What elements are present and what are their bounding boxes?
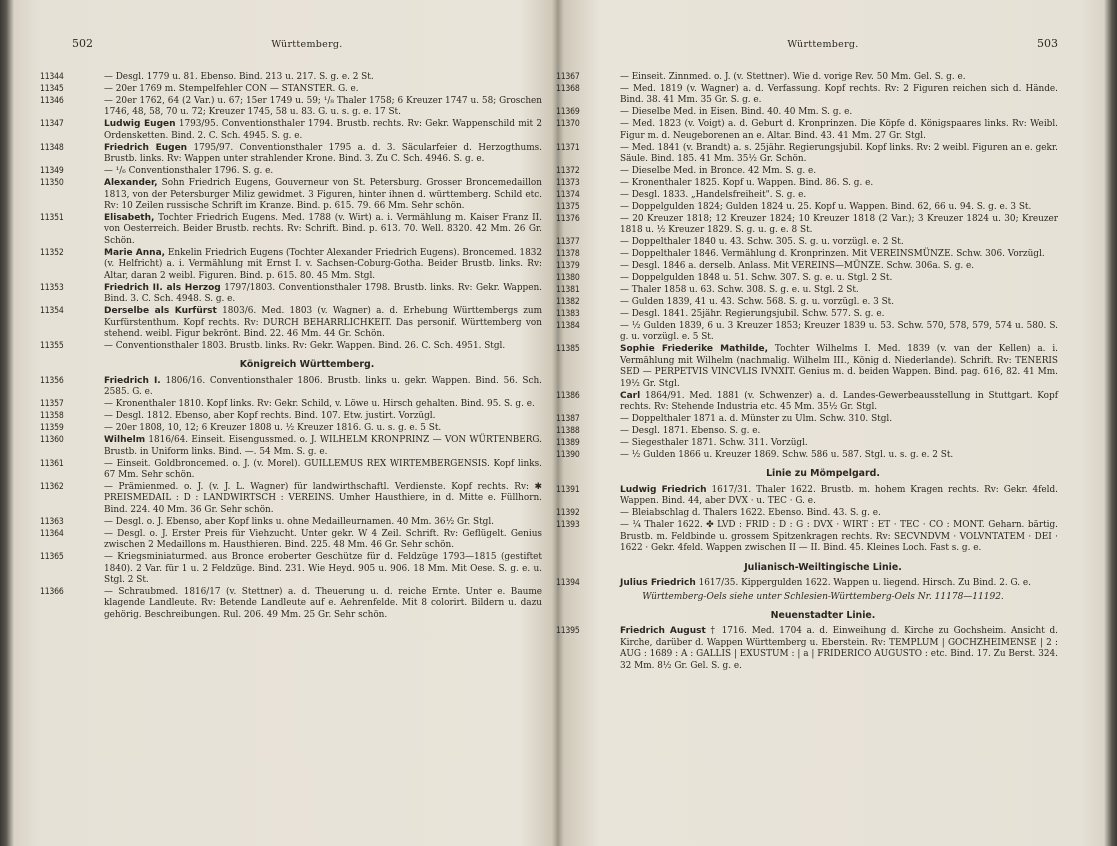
lot-number: 11360 bbox=[40, 435, 64, 446]
catalog-entry bbox=[40, 516, 542, 528]
catalog-entry bbox=[556, 201, 1058, 213]
lot-number: 11377 bbox=[556, 237, 580, 248]
catalog-entry bbox=[40, 435, 542, 458]
lot-number: 11387 bbox=[556, 414, 580, 425]
lot-number: 11391 bbox=[556, 484, 580, 495]
lot-number: 11347 bbox=[40, 119, 64, 130]
entry-description: — ¹/₆ Conventionsthaler 1796. S. g. e. bbox=[104, 166, 274, 177]
lot-number: 11344 bbox=[40, 72, 64, 82]
entry-description: — ½ Gulden 1839, 6 u. 3 Kreuzer 1853; Kreuzer 1839 u. 53. Schw. 570, 578, 579, 574 u. 580. S. g. u. vorzügl. e. 5 St. bbox=[620, 321, 1058, 343]
catalog-entry bbox=[556, 213, 1058, 237]
lot-number: 11373 bbox=[556, 178, 580, 189]
entry-description: — Desgl. 1779 u. 81. Ebenso. Bind. 213 u. 217. S. g. e. 2 St. bbox=[104, 72, 374, 82]
lot-number: 11355 bbox=[40, 340, 64, 351]
lot-number: 11372 bbox=[556, 166, 580, 177]
lot-number: 11362 bbox=[40, 481, 64, 492]
ruler-name: Sophie Friederike Mathilde, bbox=[620, 344, 769, 355]
catalog-entry bbox=[556, 309, 1058, 320]
ruler-name: Friedrich Eugen bbox=[104, 142, 188, 153]
lot-number: 11384 bbox=[556, 321, 580, 332]
entry-description: — Einseit. Zinnmed. o. J. (v. Stettner). Wie d. vorige Rev. 50 Mm. Gel. S. g. e. bbox=[620, 72, 966, 82]
cross-reference-note: Württemberg-Oels siehe unter Schlesien-Württemberg-Oels Nr. 11178—11192. bbox=[642, 591, 1004, 602]
catalog-entry bbox=[40, 178, 542, 212]
entry-description: — Desgl. 1812. Ebenso, aber Kopf rechts. Bind. 107. Etw. justirt. Vorzügl. bbox=[104, 411, 436, 422]
catalog-entry bbox=[556, 626, 1058, 672]
lot-number: 11382 bbox=[556, 297, 580, 308]
entry-description: — Prämienmed. o. J. (v. J. L. Wagner) für landwirthschaftl. Verdienste. Kopf rechts. Rv: ✱ PREISMEDAIL : D : LANDWIRTSCH : VEREINS. Umher Hausthiere, in d. Mitte e. Füllhorn. Bind. 224. 40 Mm. 36 Gr. Sehr schön. bbox=[104, 481, 542, 515]
ruler-name: Derselbe als Kurfürst bbox=[104, 306, 217, 317]
entry-description: — Med. 1819 (v. Wagner) a. d. Verfassung. Kopf rechts. Rv: 2 Figuren reichen sich d. Hände. Bind. 38. 41 Mm. 35 Gr. S. g. e. bbox=[620, 83, 1058, 106]
lot-number: 11346 bbox=[40, 95, 64, 106]
lot-number: 11369 bbox=[556, 107, 580, 118]
entry-description: — ¼ Thaler 1622. ✤ LVD : FRID : D : G : DVX · WIRT : ET · TEC · CO : MONT. Geharn. bärtig. Brustb. m. Feldbinde u. grossem Spitzenkragen rechts. Rv: SECVNDVM · VOLVNTATEM · DEI · 1622 · Gekr. 4feld. Wappen zwischen II — II. Bind. 45. Kleines Loch. Fast s. g. e. bbox=[620, 520, 1058, 554]
catalog-entry bbox=[556, 484, 1058, 508]
lot-number: 11352 bbox=[40, 247, 64, 258]
entry-description: — Desgl. 1871. Ebenso. S. g. e. bbox=[620, 426, 761, 437]
ruler-name: Carl bbox=[620, 390, 641, 401]
entry-description: 1617/31. Thaler 1622. Brustb. m. hohem Kragen rechts. Rv: Gekr. 4feld. Wappen. Bind. 44, aber DVX · u. TEC · G. e. bbox=[620, 484, 1058, 507]
entry-description: 1797/1803. Conventionsthaler 1798. Brustb. links. Rv: Gekr. Wappen. Bind. 3. C. Sch. 4948. S. g. e. bbox=[104, 282, 542, 305]
catalog-entry bbox=[40, 166, 542, 177]
entry-description: — 20 Kreuzer 1818; 12 Kreuzer 1824; 10 Kreuzer 1818 (2 Var.); 3 Kreuzer 1824 u. 30; Kreuzer 1818 u. ½ Kreuzer 1829. S. g. u. g. e. 8 St. bbox=[620, 213, 1058, 236]
ruler-name: Friedrich I. bbox=[104, 375, 161, 386]
running-head: Württemberg. bbox=[787, 39, 859, 50]
entry-description: — Desgl. 1846 a. derselb. Anlass. Mit VEREINS—MÜNZE. Schw. 306a. S. g. e. bbox=[620, 261, 975, 272]
ruler-name: Marie Anna, bbox=[104, 247, 166, 258]
catalog-entry bbox=[556, 237, 1058, 248]
entry-description: — Desgl. o. J. Ebenso, aber Kopf links u. ohne Medailleurnamen. 40 Mm. 36½ Gr. Stgl. bbox=[104, 516, 494, 527]
lot-number: 11394 bbox=[556, 578, 580, 589]
catalog-entry bbox=[40, 340, 542, 352]
catalog-entry bbox=[40, 212, 542, 247]
catalog-entry bbox=[556, 414, 1058, 425]
lot-number: 11368 bbox=[556, 83, 580, 94]
catalog-entry bbox=[556, 508, 1058, 519]
catalog-entry bbox=[556, 426, 1058, 437]
entry-description: — 20er 1762, 64 (2 Var.) u. 67; 15er 1749 u. 59; ¹/₈ Thaler 1758; 6 Kreuzer 1747 u. 58; Groschen 1746, 48, 58, 70 u. 72; Kreuzer 1745, 58 u. 83. G. u. s. g. e. 17 St. bbox=[104, 95, 542, 118]
entry-description: — Doppelthaler 1871 a. d. Münster zu Ulm. Schw. 310. Stgl. bbox=[620, 414, 893, 425]
entry-description: 1806/16. Conventionsthaler 1806. Brustb. links u. gekr. Wappen. Bind. 56. Sch. 2585. G. e. bbox=[104, 375, 542, 398]
catalog-entry bbox=[556, 321, 1058, 344]
entry-description: — Desgl. o. J. Erster Preis für Viehzucht. Unter gekr. W 4 Zeil. Schrift. Rv: Geflügelt. Genius zwischen 2 Medaillons m. Hausthieren. Bind. 225. 48 Mm. 46 Gr. Sehr schön. bbox=[104, 528, 542, 551]
catalog-entry bbox=[40, 119, 542, 142]
lot-number: 11361 bbox=[40, 458, 64, 469]
lot-number: 11383 bbox=[556, 309, 580, 320]
entry-description: 1793/95. Conventionsthaler 1794. Brustb. rechts. Rv: Gekr. Wappenschild mit 2 Ordensketten. Bind. 2. C. Sch. 4945. S. g. e. bbox=[104, 119, 542, 141]
ruler-name: Elisabeth, bbox=[104, 212, 155, 223]
entry-description: — ½ Gulden 1866 u. Kreuzer 1869. Schw. 586 u. 587. Stgl. u. s. g. e. 2 St. bbox=[620, 450, 954, 460]
entry-description: — Siegesthaler 1871. Schw. 311. Vorzügl. bbox=[620, 438, 808, 449]
lot-number: 11388 bbox=[556, 426, 580, 437]
catalog-entry bbox=[556, 72, 1058, 83]
entry-description: — Doppelgulden 1848 u. 51. Schw. 307. S. g. e. u. Stgl. 2 St. bbox=[620, 273, 893, 284]
catalog-entry bbox=[556, 450, 1058, 461]
catalog-entry bbox=[40, 282, 542, 306]
lot-number: 11358 bbox=[40, 411, 64, 422]
ruler-name: Friedrich August bbox=[620, 626, 706, 637]
lot-number: 11376 bbox=[556, 213, 580, 224]
right-page-header bbox=[588, 38, 1058, 56]
entry-description: 1795/97. Conventionsthaler 1795 a. d. 3. Säcularfeier d. Herzogthums. Brustb. links. Rv: Wappen unter strahlender Krone. Bind. 3. Zu C. Sch. 4946. S. g. e. bbox=[104, 142, 542, 165]
left-page-content bbox=[40, 72, 543, 621]
lot-number: 11351 bbox=[40, 212, 64, 223]
entry-description: — Doppelthaler 1846. Vermählung d. Kronprinzen. Mit VEREINSMÜNZE. Schw. 306. Vorzügl. bbox=[620, 249, 1045, 260]
lot-number: 11357 bbox=[40, 399, 64, 410]
right-page bbox=[556, 28, 1058, 838]
lot-number: 11353 bbox=[40, 282, 64, 293]
lot-number: 11379 bbox=[556, 261, 580, 272]
lot-number: 11393 bbox=[556, 520, 580, 531]
section-heading: Julianisch-Weiltingische Linie. bbox=[744, 561, 902, 573]
entry-description: — Dieselbe Med. in Eisen. Bind. 40. 40 Mm. S. g. e. bbox=[620, 107, 853, 118]
catalog-entry bbox=[556, 178, 1058, 189]
lot-number: 11395 bbox=[556, 626, 580, 637]
entry-description: — Gulden 1839, 41 u. 43. Schw. 568. S. g. u. vorzügl. e. 3 St. bbox=[620, 297, 895, 308]
catalog-entry bbox=[556, 520, 1058, 554]
catalog-entry bbox=[40, 411, 542, 422]
lot-number: 11381 bbox=[556, 285, 580, 296]
lot-number: 11363 bbox=[40, 516, 64, 527]
catalog-entry bbox=[40, 247, 543, 282]
lot-number: 11390 bbox=[556, 450, 580, 460]
catalog-entry bbox=[556, 190, 1058, 201]
entry-description: — Kronenthaler 1810. Kopf links. Rv: Gekr. Schild, v. Löwe u. Hirsch gehalten. Bind. 95. S. g. e. bbox=[104, 399, 535, 410]
lot-number: 11367 bbox=[556, 72, 580, 82]
lot-number: 11366 bbox=[40, 586, 64, 597]
entry-description: — Thaler 1858 u. 63. Schw. 308. S. g. e. u. Stgl. 2 St. bbox=[620, 285, 859, 296]
catalog-entry bbox=[40, 83, 542, 95]
lot-number: 11354 bbox=[40, 306, 64, 317]
entry-description: 1816/64. Einseit. Eisengussmed. o. J. WILHELM KRONPRINZ — VON WÜRTENBERG. Brustb. in Uniform links. Bind. —. 54 Mm. S. g. e. bbox=[104, 435, 542, 457]
entry-description: — Med. 1823 (v. Voigt) a. d. Geburt d. Kronprinzen. Die Köpfe d. Königspaares links. Rv: Weibl. Figur m. d. Neugeborenen an e. Altar. Bind. 43. 41 Mm. 27 Gr. Stgl. bbox=[620, 119, 1058, 141]
entry-description: — 20er 1808, 10, 12; 6 Kreuzer 1808 u. ½ Kreuzer 1816. G. u. s. g. e. 5 St. bbox=[104, 423, 442, 434]
entry-description: 1803/6. Med. 1803 (v. Wagner) a. d. Erhebung Württembergs zum Kurfürstenthum. Kopf rechts. Rv: DURCH BEHARRLICHKEIT. Das personif. Württemberg von stehend. weibl. Figur bekrönt. Bind. 22. 46 Mm. 44 Gr. Schön. bbox=[104, 306, 542, 339]
entry-description: Sohn Friedrich Eugens, Gouverneur von St. Petersburg. Grosser Broncemedaillon 1813, von der Petersburger Miliz gewidmet. 3 Figuren, hinter ihnen d. württemberg. Schild etc. Rv: 10 Zeilen russische Schrift im Kranze. Bind. p. 615. 79. 66 Mm. Sehr schön. bbox=[104, 178, 542, 211]
catalog-entry bbox=[556, 578, 1058, 589]
lot-number: 11349 bbox=[40, 166, 64, 177]
catalog-entry bbox=[40, 552, 542, 586]
catalog-entry bbox=[556, 344, 1058, 390]
lot-number: 11350 bbox=[40, 178, 64, 189]
lot-number: 11385 bbox=[556, 344, 580, 355]
catalog-entry bbox=[556, 285, 1058, 296]
entry-description: — Dieselbe Med. in Bronce. 42 Mm. S. g. e. bbox=[620, 166, 817, 177]
catalog-entry bbox=[40, 399, 542, 410]
left-page-header bbox=[72, 38, 542, 56]
entry-description: — Desgl. 1833. „Handelsfreiheit". S. g. e. bbox=[620, 190, 807, 201]
lot-number: 11375 bbox=[556, 201, 580, 212]
catalog-entry bbox=[40, 586, 542, 621]
catalog-entry bbox=[40, 142, 542, 166]
catalog-entry bbox=[40, 481, 542, 516]
entry-description: — Doppelthaler 1840 u. 43. Schw. 305. S. g. u. vorzügl. e. 2 St. bbox=[620, 237, 904, 248]
entry-description: — Doppelgulden 1824; Gulden 1824 u. 25. Kopf u. Wappen. Bind. 62, 66 u. 94. S. g. e. 3 St. bbox=[620, 201, 1032, 212]
lot-number: 11365 bbox=[40, 552, 64, 563]
right-page-content bbox=[556, 72, 1058, 672]
entry-description: — Med. 1841 (v. Brandt) a. s. 25jähr. Regierungsjubil. Kopf links. Rv: 2 weibl. Figuren an e. gekr. Säule. Bind. 185. 41 Mm. 35½ Gr. Schön. bbox=[620, 142, 1058, 165]
entry-description: 1864/91. Med. 1881 (v. Schwenzer) a. d. Landes-Gewerbeausstellung in Stuttgart. Kopf rechts. Rv: Stehende Industria etc. 45 Mm. 35½ Gr. Stgl. bbox=[620, 390, 1058, 413]
lot-number: 11378 bbox=[556, 249, 580, 260]
section-heading: Neuenstadter Linie. bbox=[770, 609, 876, 621]
entry-description: — Kriegsminiaturmed. aus Bronce eroberter Geschütze für d. Feldzüge 1793—1815 (gestiftet 1840). 2 Var. für 1 u. 2 Feldzüge. Bind. 231. Wie Heyd. 905 u. 906. 18 Mm. Mit Oese. S. g. e. u. Stgl. 2 St. bbox=[104, 552, 542, 586]
lot-number: 11348 bbox=[40, 142, 64, 153]
page-number: 502 bbox=[72, 37, 93, 50]
catalog-entry bbox=[556, 438, 1058, 449]
catalog-entry bbox=[40, 375, 542, 399]
catalog-entry bbox=[556, 107, 1058, 118]
entry-description: 1617/35. Kippergulden 1622. Wappen u. liegend. Hirsch. Zu Bind. 2. G. e. bbox=[698, 578, 1031, 589]
lot-number: 11374 bbox=[556, 190, 580, 201]
catalog-entry bbox=[40, 458, 542, 482]
catalog-entry bbox=[556, 119, 1058, 142]
entry-description: — Desgl. 1841. 25jähr. Regierungsjubil. Schw. 577. S. g. e. bbox=[620, 309, 885, 320]
ruler-name: Ludwig Eugen bbox=[104, 119, 176, 130]
page-number: 503 bbox=[1037, 37, 1058, 50]
entry-description: — Schraubmed. 1816/17 (v. Stettner) a. d. Theuerung u. d. reiche Ernte. Unter e. Baume klagende Landleute. Rv: Betende Landleute auf e. Aehrenfelde. Mit 8 colorirt. Bildern u. dazu gehörig. Beschreibungen. Rul. 206. 49 Mm. 25 Gr. Sehr schön. bbox=[104, 586, 542, 620]
lot-number: 11371 bbox=[556, 142, 580, 153]
catalog-entry bbox=[556, 249, 1058, 260]
left-page bbox=[40, 28, 543, 838]
ruler-name: Julius Friedrich bbox=[620, 578, 696, 589]
entry-description: † 1716. Med. 1704 a. d. Einweihung d. Kirche zu Gochsheim. Ansicht d. Kirche, darüber d. Wappen Württemberg u. Eberstein. Rv: TEMPLUM | GOCHZHEIMENSE | 2 : AUG : 1689 : A : GALLIS | EXUSTUM : | a | FRIDERICO AUGUSTO : etc. Bind. 17. Zu Berst. 324. 32 Mm. 8½ Gr. Gel. S. g. e. bbox=[620, 626, 1058, 671]
lot-number: 11356 bbox=[40, 375, 64, 386]
catalog-entry bbox=[556, 273, 1058, 284]
entry-description: — 20er 1769 m. Stempelfehler CON — STANSTER. G. e. bbox=[104, 83, 359, 94]
entry-description: Tochter Friedrich Eugens. Med. 1788 (v. Wirt) a. i. Vermählung m. Kaiser Franz II. von Oesterreich. Beider Brustb. rechts. Rv: Schrift. Bind. p. 613. 70. Well. 8320. 42 Mm. 26 Gr. Schön. bbox=[104, 212, 542, 246]
lot-number: 11359 bbox=[40, 423, 64, 434]
catalog-entry bbox=[556, 142, 1058, 166]
entry-description: — Einseit. Goldbroncemed. o. J. (v. Morel). GUILLEMUS REX WIRTEMBERGENSIS. Kopf links. 67 Mm. Sehr schön. bbox=[104, 458, 542, 480]
section-heading: Königreich Württemberg. bbox=[239, 359, 375, 371]
catalog-entry bbox=[40, 306, 542, 340]
catalog-entry bbox=[556, 83, 1058, 107]
ruler-name: Ludwig Friedrich bbox=[620, 484, 707, 495]
catalog-entry bbox=[40, 95, 542, 119]
entry-description: — Conventionsthaler 1803. Brustb. links. Rv: Gekr. Wappen. Bind. 26. C. Sch. 4951. Stgl. bbox=[104, 340, 506, 351]
running-head: Württemberg. bbox=[271, 39, 343, 50]
section-heading: Linie zu Mömpelgard. bbox=[766, 468, 880, 480]
ruler-name: Friedrich II. als Herzog bbox=[104, 282, 221, 293]
ruler-name: Alexander, bbox=[104, 178, 158, 189]
lot-number: 11345 bbox=[40, 83, 64, 94]
lot-number: 11370 bbox=[556, 119, 580, 130]
lot-number: 11389 bbox=[556, 438, 580, 449]
lot-number: 11386 bbox=[556, 390, 580, 401]
catalog-entry bbox=[40, 72, 542, 83]
entry-description: Tochter Wilhelms I. Med. 1839 (v. van der Kellen) a. i. Vermählung mit Wilhelm (nachmalig. Wilhelm III., König d. Niederlande). Schrift. Rv: TENERIS SED — PERPETVIS VINCVLIS IVNXIT. Genius m. d. beiden Wappen. Bind. pag. 616, 82. 41 Mm. 19½ Gr. Stgl. bbox=[620, 344, 1058, 389]
catalog-entry bbox=[556, 390, 1058, 414]
ruler-name: Wilhelm bbox=[104, 435, 146, 446]
catalog-entry bbox=[556, 166, 1058, 177]
catalog-entry bbox=[556, 297, 1058, 308]
lot-number: 11392 bbox=[556, 508, 580, 519]
lot-number: 11364 bbox=[40, 528, 64, 539]
catalog-entry bbox=[40, 528, 542, 552]
lot-number: 11380 bbox=[556, 273, 580, 284]
entry-description: — Kronenthaler 1825. Kopf u. Wappen. Bind. 86. S. g. e. bbox=[620, 178, 874, 189]
entry-description: Enkelin Friedrich Eugens (Tochter Alexander Friedrich Eugens). Broncemed. 1832 (v. Helfricht) a. i. Vermählung mit Ernst I. v. Sachsen-Coburg-Gotha. Beider Brustb. links. Rv: Altar, daran 2 weibl. Figuren. Bind. p. 615. 80. 45 Mm. Stgl. bbox=[104, 247, 543, 281]
catalog-entry bbox=[40, 423, 542, 434]
catalog-entry bbox=[556, 261, 1058, 272]
entry-description: — Bleiabschlag d. Thalers 1622. Ebenso. Bind. 43. S. g. e. bbox=[620, 508, 881, 519]
